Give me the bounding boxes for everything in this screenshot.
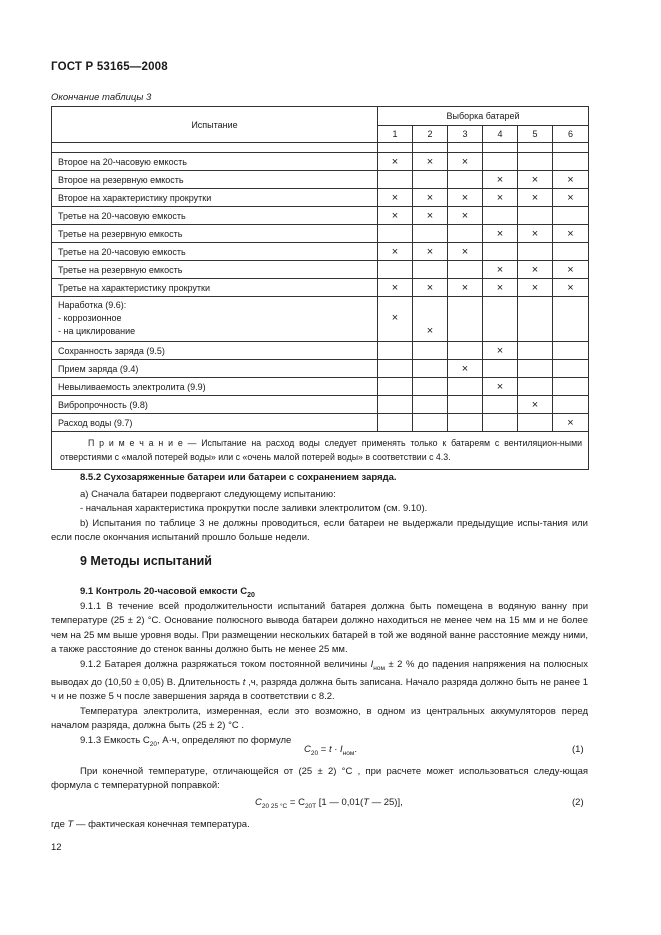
row-label: Невыливаемость электролита (9.9) xyxy=(52,378,378,396)
mark-cell: × xyxy=(448,279,483,297)
para-final: При конечной температуре, отличающейся от (25 ± 2) °С , при расчете может использоваться следу-ющая формула с температурной поправкой: xyxy=(51,766,588,792)
mark-cell: × xyxy=(378,153,413,171)
row-label: Третье на резервную емкость xyxy=(52,261,378,279)
para-9-1-2: 9.1.2 Батарея должна разряжаться током постоянной величины $I_{ном} \pm 2$ % до падения напряжения на полюсных выводах до (10,50 ± 0,05) В. Длительность t ,ч, разряда должна быть записана. Начало разряда должно быть не ранее 1 ч и не позже 5 ч после завершения заряда в соответствии с 8.2. xyxy=(51,658,588,703)
mark-cell xyxy=(413,414,448,432)
document-header: ГОСТ Р 53165—2008 xyxy=(51,61,168,73)
life-line1: Наработка (9.6): xyxy=(58,300,127,310)
mark-cell xyxy=(553,342,589,360)
mark-cell xyxy=(518,243,553,261)
item-b: b) Испытания по таблице 3 не должны проводиться, если батареи не выдержали предыдущие испы-тания или если после окончания испытаний прошло больше недели. xyxy=(51,517,588,544)
mark-cell: × xyxy=(448,207,483,225)
sample-number-2: 2 xyxy=(413,126,448,143)
mark-cell: × xyxy=(448,243,483,261)
table-body-2 xyxy=(52,342,589,432)
table-row xyxy=(52,279,589,297)
table-row xyxy=(52,189,589,207)
table-row xyxy=(52,342,589,360)
mark: × xyxy=(426,325,434,337)
sample-number-6: 6 xyxy=(553,126,589,143)
row-label: Второе на 20-часовую емкость xyxy=(52,153,378,171)
mark-cell: × xyxy=(553,279,589,297)
mark-cell: × xyxy=(378,207,413,225)
sample-number-5: 5 xyxy=(518,126,553,143)
mark-cell: × xyxy=(553,414,589,432)
mark-cell: × xyxy=(413,153,448,171)
mark-cell: × xyxy=(413,189,448,207)
formula-2-number: (2) xyxy=(572,797,584,808)
mark-cell xyxy=(553,396,589,414)
mark-cell xyxy=(483,243,518,261)
mark-cell xyxy=(413,342,448,360)
mark-cell: × xyxy=(483,225,518,243)
mark-cell: × xyxy=(448,153,483,171)
mark-cell: × xyxy=(553,261,589,279)
mark-cell: × xyxy=(553,225,589,243)
life-line3: - на циклирование xyxy=(58,326,136,336)
mark-cell xyxy=(413,225,448,243)
mark-cell: × xyxy=(413,279,448,297)
table-note xyxy=(52,432,589,470)
mark-cell xyxy=(448,297,483,342)
sample-number-4: 4 xyxy=(483,126,518,143)
table-row xyxy=(52,396,589,414)
row-label: Третье на 20-часовую емкость xyxy=(52,207,378,225)
mark-cell xyxy=(413,171,448,189)
table-row xyxy=(52,243,589,261)
row-label: Третье на резервную емкость xyxy=(52,225,378,243)
mark-cell xyxy=(413,297,448,342)
table-row xyxy=(52,153,589,171)
table-row xyxy=(52,378,589,396)
sample-number-3: 3 xyxy=(448,126,483,143)
section-9-1-body xyxy=(51,600,588,752)
mark-cell xyxy=(448,171,483,189)
table-row xyxy=(52,360,589,378)
mark-cell xyxy=(518,207,553,225)
row-label: Третье на характеристику прокрутки xyxy=(52,279,378,297)
mark-cell xyxy=(518,360,553,378)
mark-cell xyxy=(448,261,483,279)
mark-cell xyxy=(553,207,589,225)
row-label: Расход воды (9.7) xyxy=(52,414,378,432)
column-samples-header: Выборка батарей xyxy=(378,107,589,126)
mark-cell xyxy=(483,153,518,171)
mark-cell xyxy=(448,225,483,243)
section-9-1-title: 9.1 Контроль 20-часовой емкости $C_{20}$ xyxy=(80,586,255,599)
mark-cell: × xyxy=(483,171,518,189)
mark-cell xyxy=(553,297,589,342)
mark-cell: × xyxy=(413,207,448,225)
mark-cell xyxy=(378,414,413,432)
mark-cell: × xyxy=(378,243,413,261)
note-label: П р и м е ч а н и е xyxy=(88,438,183,448)
mark-cell xyxy=(483,396,518,414)
mark-cell: × xyxy=(483,342,518,360)
mark-cell: × xyxy=(448,189,483,207)
table-row xyxy=(52,297,589,342)
mark: × xyxy=(391,312,399,324)
table-row xyxy=(52,414,589,432)
table-body xyxy=(52,153,589,297)
row-label: Второе на характеристику прокрутки xyxy=(52,189,378,207)
row-label: Второе на резервную емкость xyxy=(52,171,378,189)
item-a: а) Сначала батареи подвергают следующему испытанию: xyxy=(80,489,336,500)
mark-cell: × xyxy=(413,243,448,261)
mark-cell xyxy=(518,342,553,360)
mark-cell xyxy=(553,378,589,396)
mark-cell: × xyxy=(448,360,483,378)
item-dash: - начальная характеристика прокрутки после заливки электролитом (см. 9.10). xyxy=(80,503,428,515)
mark-cell xyxy=(378,297,413,342)
section-8-5-2-body xyxy=(51,488,588,546)
table-row xyxy=(52,261,589,279)
table-row xyxy=(52,225,589,243)
mark-cell: × xyxy=(378,279,413,297)
mark-cell: × xyxy=(518,225,553,243)
mark-cell: × xyxy=(553,171,589,189)
mark-cell xyxy=(518,153,553,171)
formula-1: $C_{20} = t \cdot I_{ном}$. xyxy=(304,744,357,757)
mark-cell xyxy=(413,360,448,378)
para-9-1-3: 9.1.3 Емкость $C_{20}$, А·ч, определяют по формуле xyxy=(80,734,292,748)
mark-cell xyxy=(483,297,518,342)
section-8-5-2-title: 8.5.2 Сухозаряженные батареи или батареи с сохранением заряда. xyxy=(80,472,397,483)
mark-cell xyxy=(483,207,518,225)
life-line2: - коррозионное xyxy=(58,313,122,323)
mark-cell xyxy=(553,360,589,378)
mark-cell xyxy=(413,396,448,414)
mark-cell xyxy=(378,342,413,360)
test-table xyxy=(51,106,589,470)
formula-1-number: (1) xyxy=(572,744,584,755)
note-text: — Испытание на расход воды следует применять только к батареям с вентиляцион-ными отверстиями с «малой потерей воды» или с «очень малой потерей воды» в соответствии с 4.3. xyxy=(60,438,583,462)
mark-cell: × xyxy=(483,261,518,279)
table-row xyxy=(52,207,589,225)
table-caption: Окончание таблицы 3 xyxy=(51,92,152,103)
mark-cell xyxy=(413,378,448,396)
section-9-title: 9 Методы испытаний xyxy=(80,554,212,568)
mark-cell xyxy=(378,378,413,396)
mark-cell xyxy=(553,243,589,261)
mark-cell xyxy=(378,171,413,189)
mark-cell: × xyxy=(483,189,518,207)
mark-cell xyxy=(448,378,483,396)
mark-cell: × xyxy=(518,189,553,207)
column-test-header: Испытание xyxy=(52,107,378,143)
row-label: Вибропрочность (9.8) xyxy=(52,396,378,414)
table-row xyxy=(52,171,589,189)
para-temperature: Температура электролита, измеренная, если это возможно, в одном из центральных аккумуляторов перед началом разряда, должна быть (25 ± 2) °С . xyxy=(51,705,588,732)
mark-cell xyxy=(448,414,483,432)
mark-cell xyxy=(448,396,483,414)
mark-cell: × xyxy=(518,279,553,297)
mark-cell xyxy=(378,396,413,414)
mark-cell: × xyxy=(483,378,518,396)
mark-cell xyxy=(378,360,413,378)
mark-cell: × xyxy=(518,396,553,414)
mark-cell xyxy=(413,261,448,279)
mark-cell xyxy=(518,297,553,342)
mark-cell xyxy=(483,360,518,378)
mark-cell: × xyxy=(518,261,553,279)
para-9-1-1: 9.1.1 В течение всей продолжительности испытаний батарея должна быть помещена в водяную ванну при температуре (25 ± 2) °С. Основание полюсного вывода батареи должно находиться не менее чем на 15 мм и не более чем на 25 мм выше уровня воды. При размещении нескольких батарей в той же водяной ванне расстояние между ними, а также расстояние до стенок ванны должно быть не менее 25 мм. xyxy=(51,601,588,656)
mark-cell xyxy=(518,414,553,432)
formula-2: $C_{20 25 ^\circ С} = C_{20Т}$ [1 — 0,01(T — 25)], xyxy=(255,797,403,810)
mark-cell xyxy=(553,153,589,171)
mark-cell xyxy=(378,261,413,279)
row-label: Третье на 20-часовую емкость xyxy=(52,243,378,261)
mark-cell xyxy=(448,342,483,360)
mark-cell xyxy=(518,378,553,396)
life-cell xyxy=(52,297,378,342)
mark-cell: × xyxy=(518,171,553,189)
mark-cell: × xyxy=(483,279,518,297)
sample-number-1: 1 xyxy=(378,126,413,143)
mark-cell: × xyxy=(553,189,589,207)
mark-cell: × xyxy=(378,189,413,207)
row-label: Прием заряда (9.4) xyxy=(52,360,378,378)
mark-cell xyxy=(483,414,518,432)
mark-cell xyxy=(378,225,413,243)
row-label: Сохранность заряда (9.5) xyxy=(52,342,378,360)
page-number: 12 xyxy=(51,842,62,853)
where-line: где T — фактическая конечная температура. xyxy=(51,819,250,830)
